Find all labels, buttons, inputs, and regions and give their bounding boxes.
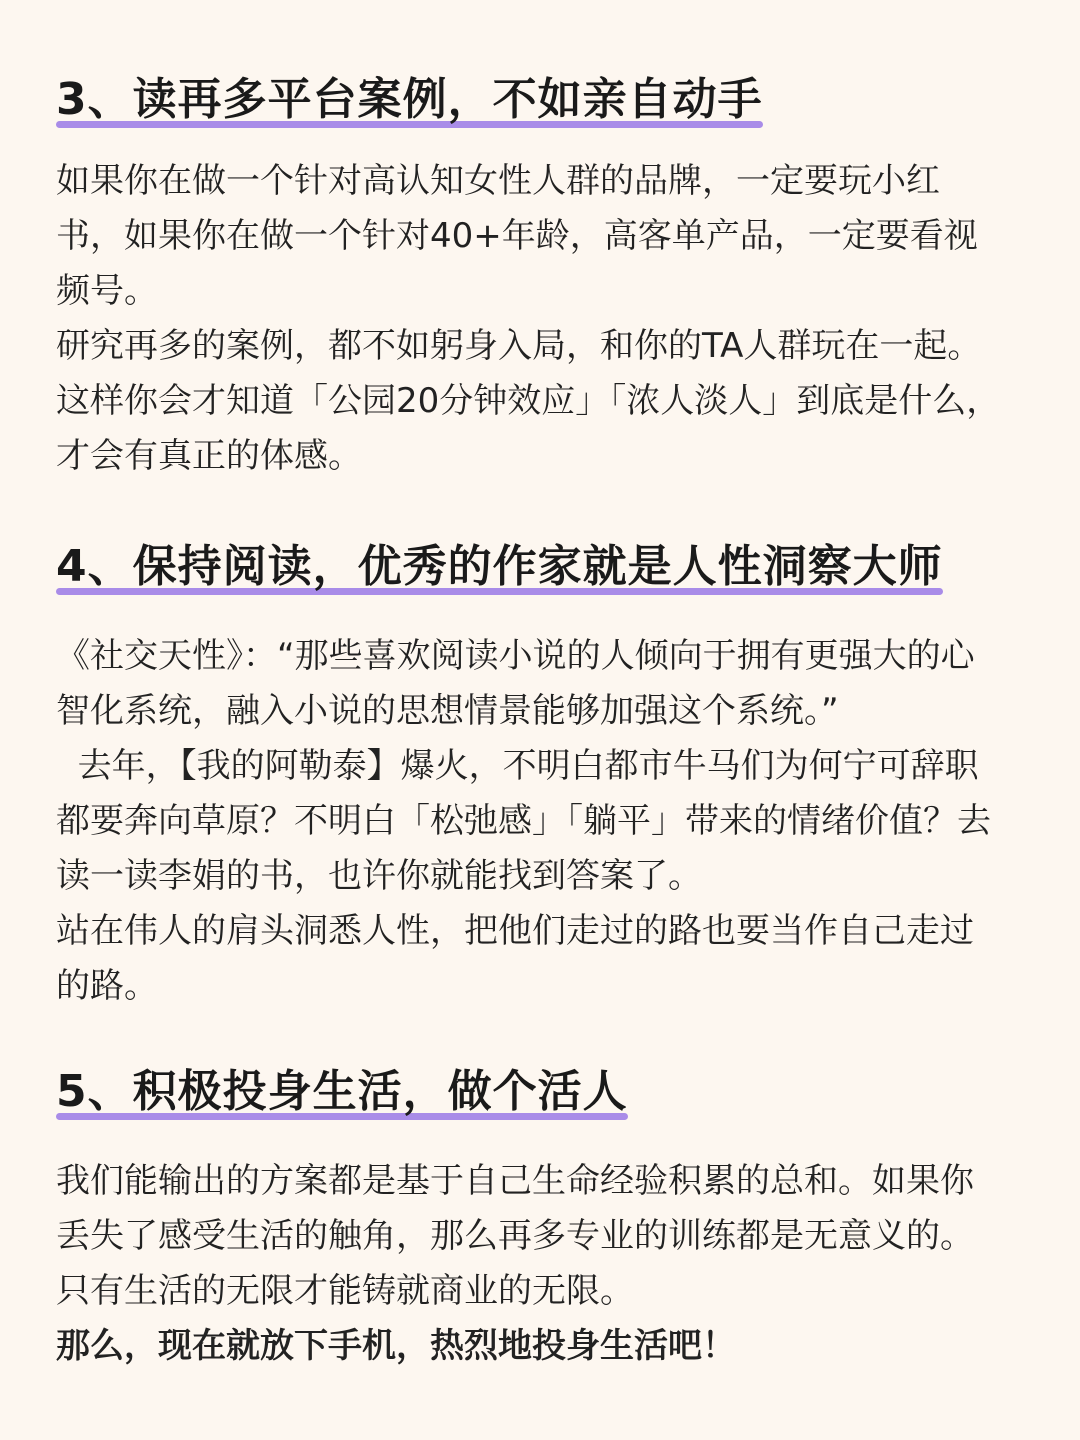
section-4-heading-wrap (56, 537, 943, 597)
section-4-body (56, 629, 1006, 1014)
section-3-paragraph-2: 研究再多的案例，都不如躬身入局，和你的TA人群玩在一起。这样你会才知道「公园20分钟效应」「浓人淡人」到底是什么，才会有真正的体感。 (56, 326, 1001, 476)
section-3-heading-wrap (56, 70, 763, 130)
section-3 (56, 70, 1006, 484)
section-5-heading-wrap (56, 1062, 628, 1122)
section-5-body (56, 1154, 1006, 1374)
section-4-paragraph-1: 《社交天性》：“那些喜欢阅读小说的人倾向于拥有更强大的心智化系统，融入小说的思想情景能够加强这个系统。” (56, 636, 975, 731)
section-4-paragraph-3: 站在伟人的肩头洞悉人性，把他们走过的路也要当作自己走过的路。 (56, 911, 974, 1006)
section-3-paragraph-1: 如果你在做一个针对高认知女性人群的品牌，一定要玩小红书，如果你在做一个针对40+年龄，高客单产品，一定要看视频号。 (56, 161, 978, 311)
section-3-heading: 3、读再多平台案例，不如亲自动手 (56, 74, 763, 125)
section-3-body (56, 154, 1006, 484)
section-5-paragraph-1: 我们能输出的方案都是基于自己生命经验积累的总和。如果你丢失了感受生活的触角，那么再多专业的训练都是无意义的。只有生活的无限才能铸就商业的无限。 (56, 1161, 974, 1311)
section-5-heading: 5、积极投身生活，做个活人 (56, 1066, 628, 1117)
section-4-paragraph-2: 去年，【我的阿勒泰】爆火，不明白都市牛马们为何宁可辞职都要奔向草原？不明白「松弛感」「躺平」带来的情绪价值？去读一读李娟的书，也许你就能找到答案了。 (56, 746, 991, 896)
section-5 (56, 1062, 1006, 1374)
section-5-closing-line: 那么，现在就放下手机，热烈地投身生活吧！ (56, 1326, 736, 1366)
section-4 (56, 537, 1006, 1014)
section-4-heading: 4、保持阅读，优秀的作家就是人性洞察大师 (56, 541, 943, 592)
